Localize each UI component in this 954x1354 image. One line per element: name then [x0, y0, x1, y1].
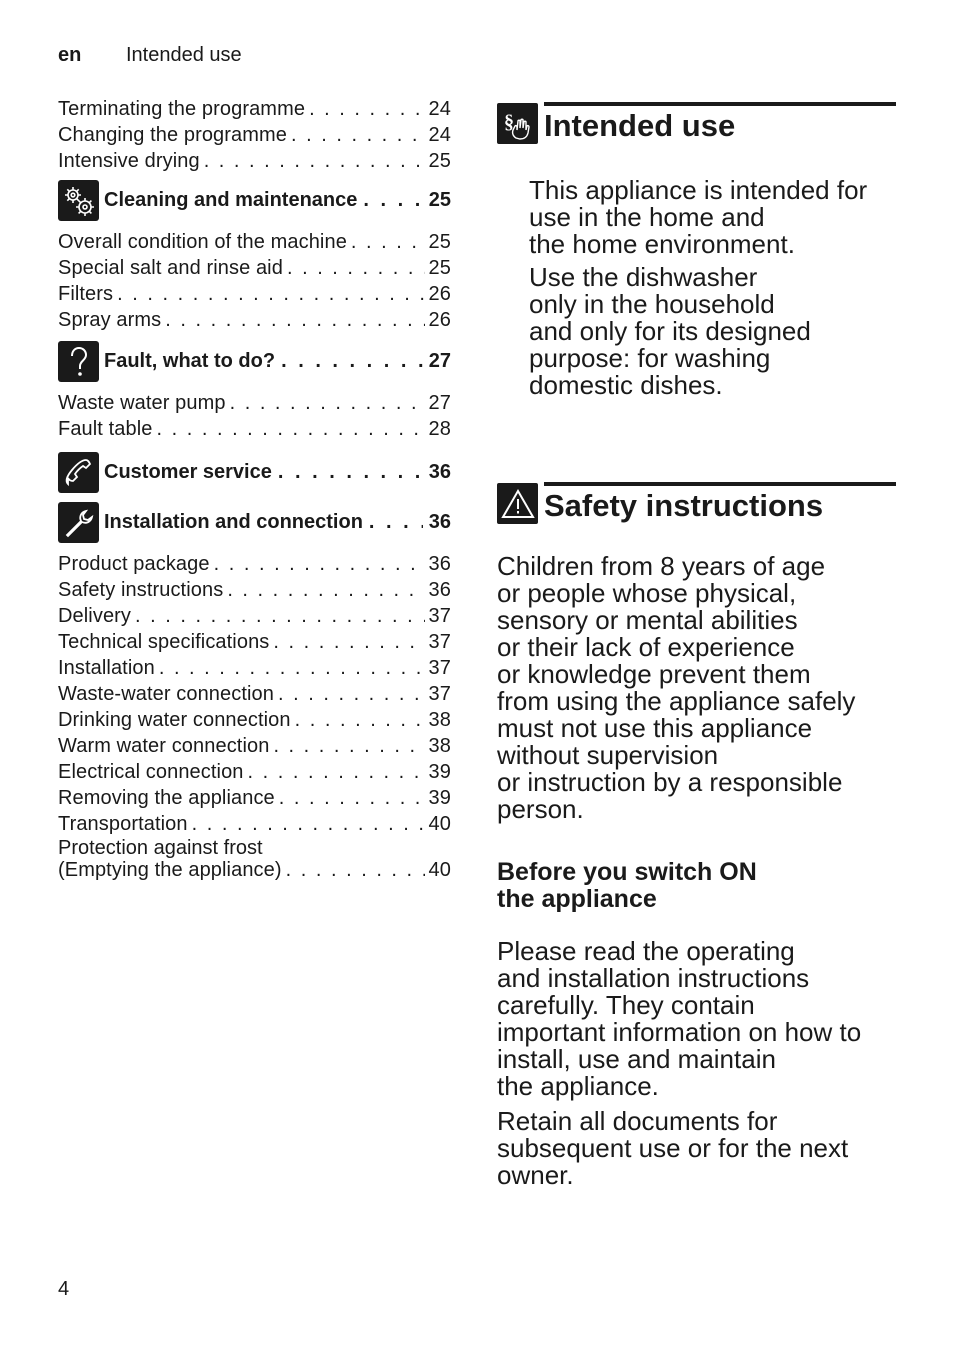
- text-line: or people whose physical,: [497, 578, 797, 608]
- intended-use-section: [497, 102, 896, 399]
- text-line: purpose: for washing: [529, 343, 771, 373]
- toc-entry[interactable]: [58, 733, 451, 759]
- toc-group-3: [58, 390, 451, 442]
- toc-entry-label: Changing the programme: [58, 124, 287, 146]
- text-line: Use the dishwasher: [529, 262, 758, 292]
- toc-entry-label: Protection against frost: [58, 837, 263, 859]
- toc-entry[interactable]: [58, 229, 451, 255]
- toc-entry-label: Delivery: [58, 605, 132, 627]
- safety-subheading: [497, 859, 896, 913]
- toc-group-4: [58, 551, 451, 837]
- toc-entry-page: 25: [428, 150, 451, 172]
- toc-entry-label: Waste-water connection: [58, 683, 274, 705]
- text-line: Retain all documents for: [497, 1106, 778, 1136]
- toc-entry-page: 40: [428, 813, 451, 835]
- header-title: Intended use: [126, 44, 242, 66]
- svg-text:§: §: [503, 110, 514, 133]
- toc-entry[interactable]: [58, 416, 451, 442]
- section-title: Intended use: [544, 102, 896, 144]
- toc-entry[interactable]: [58, 603, 451, 629]
- toc-entry-label: Intensive drying: [58, 150, 200, 172]
- text-line: Children from 8 years of age: [497, 551, 826, 581]
- text-line: or their lack of experience: [497, 632, 795, 662]
- toc-entry-label: Installation: [58, 657, 155, 679]
- toc-entry-page: 26: [428, 309, 451, 331]
- toc-entry-label: Drinking water connection: [58, 709, 291, 731]
- safety-paragraph-retain-documents: [497, 1108, 896, 1189]
- text-line: carefully. They contain: [497, 990, 755, 1020]
- toc-section-label: Customer service: [104, 461, 272, 483]
- toc-entry-label: (Emptying the appliance): [58, 859, 282, 881]
- safety-paragraph-read-instructions: [497, 938, 896, 1100]
- text-line: the appliance.: [497, 1071, 659, 1101]
- intended-use-heading: [497, 102, 896, 144]
- toc-entry[interactable]: [58, 681, 451, 707]
- toc-entry-page: 27: [428, 392, 451, 414]
- table-of-contents: [58, 96, 451, 881]
- toc-entry-page: 37: [428, 605, 451, 627]
- text-line: and only for its designed: [529, 316, 811, 346]
- toc-section-cleaning[interactable]: [58, 180, 451, 221]
- toc-entry-label: Warm water connection: [58, 735, 270, 757]
- text-line: and installation instructions: [497, 963, 810, 993]
- text-line: domestic dishes.: [529, 370, 723, 400]
- toc-entry[interactable]: [58, 629, 451, 655]
- toc-entry[interactable]: [58, 707, 451, 733]
- toc-entry[interactable]: [58, 811, 451, 837]
- text-line: only in the household: [529, 289, 775, 319]
- toc-entry-label: Spray arms: [58, 309, 162, 331]
- text-line: install, use and maintain: [497, 1044, 776, 1074]
- toc-entry-label: Product package: [58, 553, 210, 575]
- toc-entry-page: 25: [428, 257, 451, 279]
- toc-entry[interactable]: [58, 390, 451, 416]
- toc-entry-page: 28: [428, 418, 451, 440]
- toc-entry-label: Electrical connection: [58, 761, 244, 783]
- toc-entry-page: 39: [428, 787, 451, 809]
- toc-entry-page: 40: [428, 859, 451, 881]
- toc-section-fault[interactable]: [58, 341, 451, 382]
- toc-entry-label: Waste water pump: [58, 392, 226, 414]
- toc-section-label: Installation and connection: [104, 511, 363, 533]
- toc-entry-label: Special salt and rinse aid: [58, 257, 283, 279]
- warning-triangle-icon: [497, 483, 538, 524]
- toc-entry-frost[interactable]: [58, 837, 451, 881]
- text-line: important information on how to: [497, 1017, 862, 1047]
- toc-section-label: Fault, what to do?: [104, 350, 276, 372]
- toc-entry[interactable]: [58, 122, 451, 148]
- toc-entry-label: Safety instructions: [58, 579, 224, 601]
- text-line: Before you switch ON: [497, 858, 757, 886]
- toc-entry[interactable]: [58, 281, 451, 307]
- toc-entry-label: Filters: [58, 283, 114, 305]
- intended-use-paragraph-2: [529, 264, 896, 399]
- wrench-icon: [58, 502, 99, 543]
- text-line: owner.: [497, 1160, 574, 1190]
- phone-icon: [58, 452, 99, 493]
- safety-instructions-section: [497, 482, 896, 1189]
- text-line: Please read the operating: [497, 936, 795, 966]
- toc-section-label: Cleaning and maintenance: [104, 189, 358, 211]
- cleaning-gears-icon: [58, 180, 99, 221]
- toc-entry[interactable]: [58, 148, 451, 174]
- intended-use-paragraph-1: [529, 177, 896, 258]
- toc-entry-page: 24: [428, 124, 451, 146]
- toc-section-service[interactable]: [58, 452, 451, 493]
- toc-section-page: 25: [428, 189, 451, 211]
- paragraph-hand-icon: [497, 103, 538, 144]
- text-line: sensory or mental abilities: [497, 605, 798, 635]
- toc-entry[interactable]: [58, 759, 451, 785]
- toc-entry-page: 26: [428, 283, 451, 305]
- toc-entry-page: 36: [428, 553, 451, 575]
- toc-entry-page: 38: [428, 709, 451, 731]
- text-line: without supervision: [497, 740, 719, 770]
- toc-entry-page: 37: [428, 683, 451, 705]
- toc-entry[interactable]: [58, 655, 451, 681]
- toc-section-page: 36: [428, 461, 451, 483]
- toc-entry-page: 39: [428, 761, 451, 783]
- text-line: or knowledge prevent them: [497, 659, 811, 689]
- toc-entry-label: Fault table: [58, 418, 153, 440]
- toc-entry[interactable]: [58, 307, 451, 333]
- toc-entry-page: 36: [428, 579, 451, 601]
- toc-entry-label: Technical specifications: [58, 631, 270, 653]
- text-line: the appliance: [497, 885, 657, 913]
- text-line: This appliance is intended for: [529, 175, 868, 205]
- safety-paragraph-children: [497, 553, 896, 823]
- toc-section-installation[interactable]: [58, 502, 451, 543]
- text-line: must not use this appliance: [497, 713, 813, 743]
- toc-entry[interactable]: [58, 96, 451, 122]
- question-icon: [58, 341, 99, 382]
- toc-entry-page: 25: [428, 231, 451, 253]
- toc-entry[interactable]: [58, 785, 451, 811]
- toc-section-page: 36: [428, 511, 451, 533]
- toc-section-page: 27: [428, 350, 451, 372]
- toc-entry-page: 37: [428, 657, 451, 679]
- toc-group-1: [58, 96, 451, 174]
- language-code: en: [58, 44, 82, 66]
- section-title: Safety instructions: [544, 482, 896, 524]
- toc-entry-page: 37: [428, 631, 451, 653]
- text-line: person.: [497, 794, 584, 824]
- text-line: the home environment.: [529, 229, 795, 259]
- toc-entry-label: Terminating the programme: [58, 98, 306, 120]
- text-line: subsequent use or for the next: [497, 1133, 849, 1163]
- toc-entry-page: 38: [428, 735, 451, 757]
- safety-heading: [497, 482, 896, 524]
- text-line: use in the home and: [529, 202, 765, 232]
- toc-entry-label: Transportation: [58, 813, 188, 835]
- toc-entry[interactable]: [58, 551, 451, 577]
- toc-entry[interactable]: [58, 577, 451, 603]
- toc-entry[interactable]: [58, 255, 451, 281]
- running-header: [58, 44, 242, 67]
- text-line: or instruction by a responsible: [497, 767, 843, 797]
- toc-entry-label: Removing the appliance: [58, 787, 275, 809]
- toc-group-2: [58, 229, 451, 333]
- toc-entry-page: 24: [428, 98, 451, 120]
- toc-entry-label: Overall condition of the machine: [58, 231, 347, 253]
- page-number: 4: [58, 1278, 70, 1300]
- text-line: from using the appliance safely: [497, 686, 856, 716]
